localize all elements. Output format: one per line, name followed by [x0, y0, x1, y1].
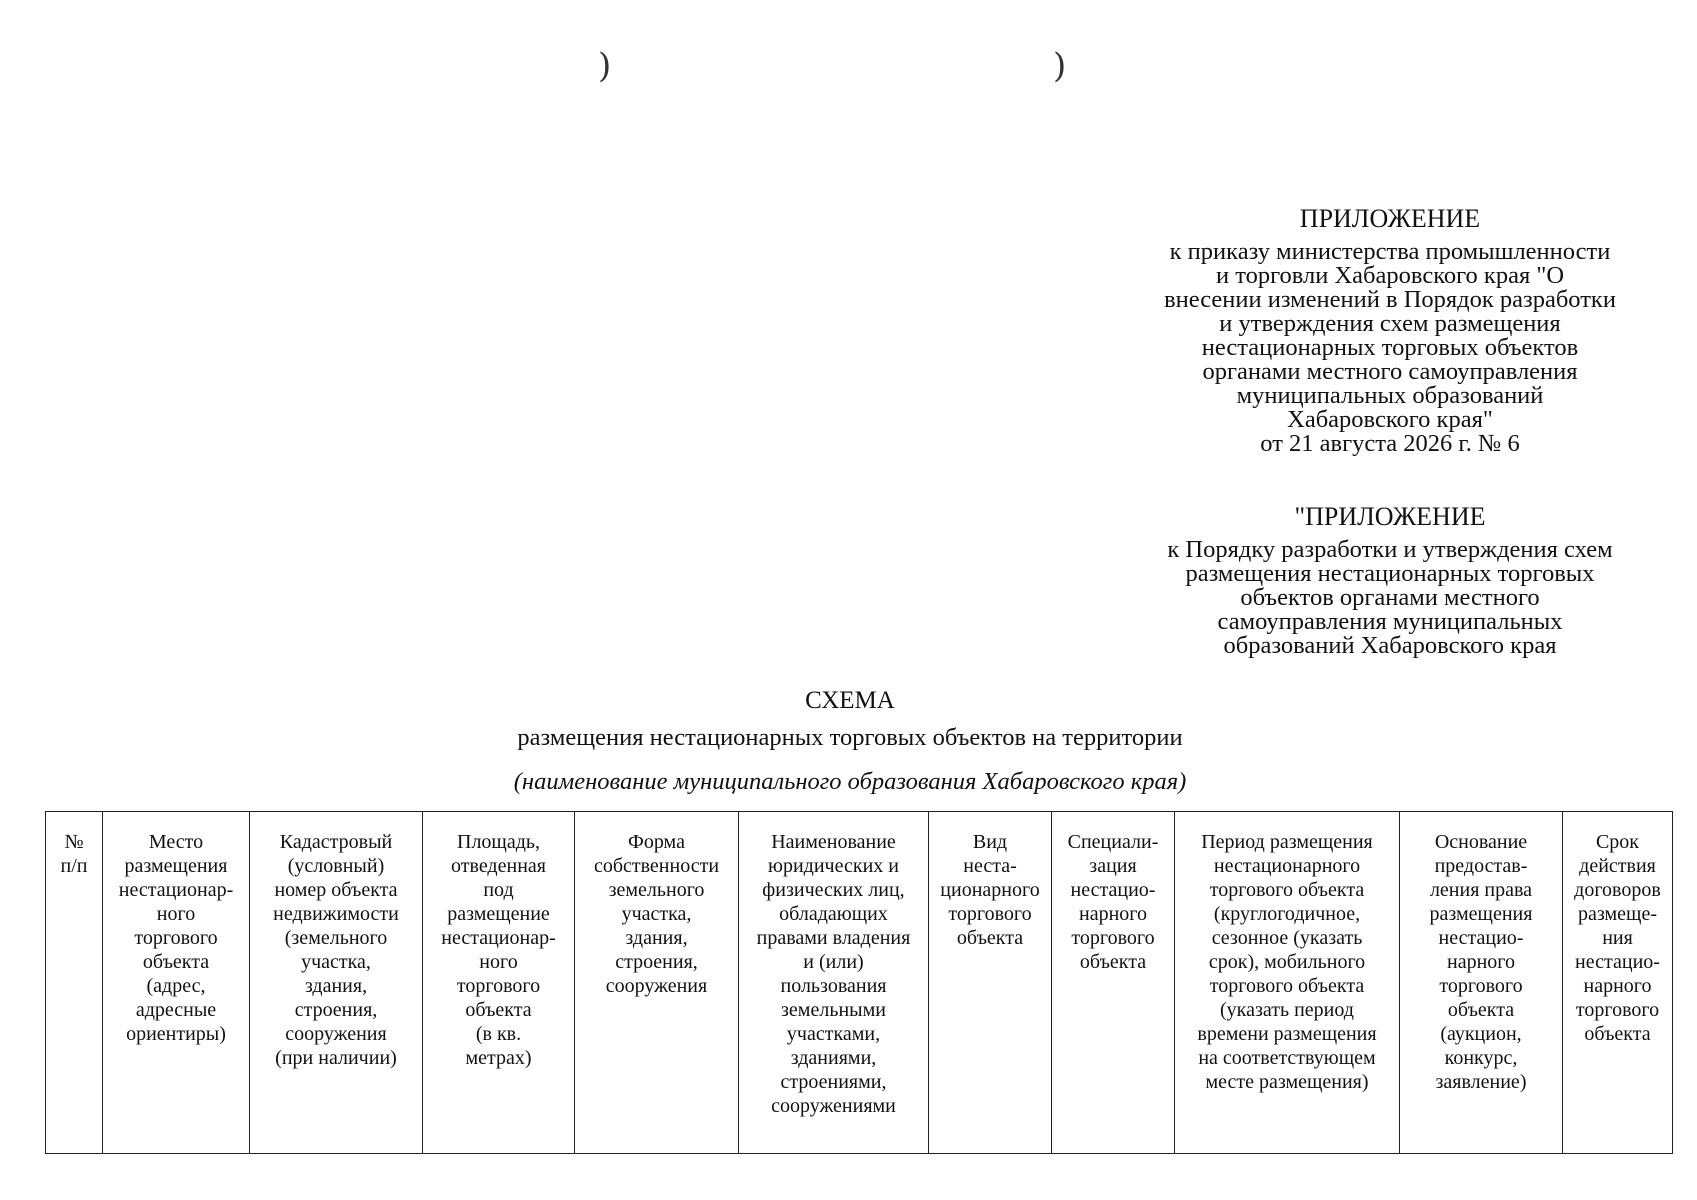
scheme-title: СХЕМА — [805, 687, 895, 714]
appendix-line: Хабаровского края" — [1287, 406, 1493, 433]
column-header-area: Площадь, отведенная под размещение нестационар- ного торгового объекта (в кв. метрах) — [423, 812, 575, 1154]
column-header-right-holders: Наименование юридических и физических лиц, обладающих правами владения и (или) пользования земельными участками, зданиями, строениями, сооружениями — [739, 812, 929, 1154]
appendix-line: к приказу министерства промышленности — [1169, 238, 1611, 265]
scheme-subtitle: размещения нестационарных торговых объектов на территории — [517, 724, 1183, 751]
appendix-line: размещения нестационарных торговых — [1185, 560, 1595, 587]
column-header-cadastral-number: Кадастровый (условный) номер объекта недвижимости (земельного участка, здания, строения, сооружения (при наличии) — [250, 812, 423, 1154]
appendix-line: самоуправления муниципальных — [1217, 608, 1563, 635]
appendix-line: нестационарных торговых объектов — [1201, 334, 1579, 361]
appendix-line: и утверждения схем размещения — [1219, 310, 1561, 337]
column-header-contract-term: Срок действия договоров размеще- ния нестацио- нарного торгового объекта — [1563, 812, 1673, 1154]
table-header-row — [46, 812, 1673, 1154]
column-header-object-type: Вид неста- ционарного торгового объекта — [929, 812, 1052, 1154]
appendix-heading: ПРИЛОЖЕНИЕ — [1299, 204, 1481, 233]
column-header-location: Место размещения нестационар- ного торгового объекта (адрес, адресные ориентиры) — [103, 812, 250, 1154]
municipality-placeholder: (наименование муниципального образования Хабаровского края) — [513, 768, 1187, 795]
appendix-order-block — [1110, 204, 1670, 457]
column-header-placement-basis: Основание предостав- ления права размещения нестацио- нарного торгового объекта (аукцион, конкурс, заявление) — [1400, 812, 1563, 1154]
column-header-specialization: Специали- зация нестацио- нарного торгового объекта — [1052, 812, 1175, 1154]
appendix-line: объектов органами местного — [1240, 584, 1540, 611]
column-header-placement-period: Период размещения нестационарного торгового объекта (круглогодичное, сезонное (указать срок), мобильного торгового объекта (указать период времени размещения на соответствующем месте размещения) — [1175, 812, 1400, 1154]
appendix-heading: "ПРИЛОЖЕНИЕ — [1294, 502, 1486, 531]
appendix-line: органами местного самоуправления — [1202, 358, 1578, 385]
appendix-date-line: от 21 августа 2026 г. № 6 — [1260, 430, 1520, 457]
bracket-mark-left: ) — [598, 46, 612, 86]
column-header-ownership-form: Форма собственности земельного участка, здания, строения, сооружения — [575, 812, 739, 1154]
appendix-line: к Порядку разработки и утверждения схем — [1167, 536, 1613, 563]
scheme-table — [45, 811, 1673, 1154]
appendix-procedure-block — [1110, 502, 1670, 659]
appendix-line: и торговли Хабаровского края "О — [1215, 262, 1565, 289]
appendix-line: образований Хабаровского края — [1223, 632, 1557, 659]
column-header-number: № п/п — [46, 812, 103, 1154]
appendix-line: внесении изменений в Порядок разработки — [1164, 286, 1616, 313]
bracket-mark-right: ) — [1053, 46, 1067, 86]
appendix-line: муниципальных образований — [1236, 382, 1544, 409]
